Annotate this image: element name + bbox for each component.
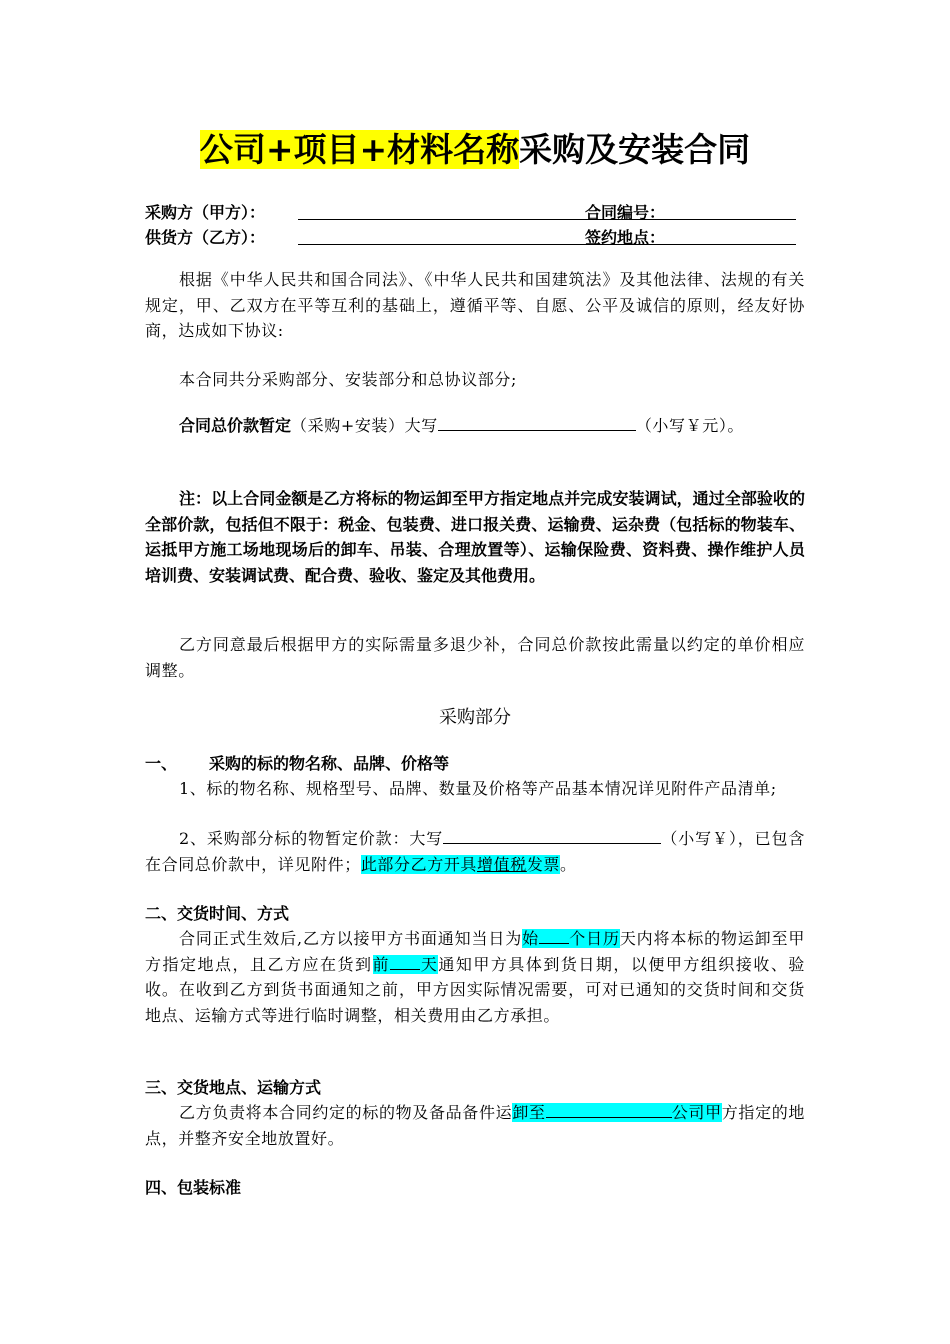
s2-days-blank[interactable]: [539, 926, 569, 944]
section-title-procurement: 采购部分: [439, 707, 511, 728]
s2-notice-blank[interactable]: [390, 952, 420, 970]
s1-heading-num: 一、: [145, 754, 178, 773]
adjustment-paragraph: 乙方同意最后根据甲方的实际需量多退少补，合同总价款按此需量以约定的单价相应调整。: [145, 635, 805, 680]
total-price-blank[interactable]: [438, 413, 636, 431]
s2-heading: 二、交货时间、方式: [145, 904, 290, 923]
s2-start-highlight: 始 个日历: [522, 929, 620, 948]
signing-place-blank[interactable]: [680, 227, 796, 245]
s1-heading-text: 采购的标的物名称、品牌、价格等: [209, 754, 450, 773]
s1-item1: 1、标的物名称、规格型号、品牌、数量及价格等产品基本情况详见附件产品清单;: [179, 779, 777, 798]
s1-item2: 2、采购部分标的物暂定价款：大写 （小写￥），已包含在合同总价款中，详见附件；此部分乙方开具增值税发票。: [145, 826, 805, 877]
intro-paragraph: 根据《中华人民共和国合同法》、《中华人民共和国建筑法》及其他法律、法规的有关规定，甲、乙双方在平等互利的基础上，遵循平等、自愿、公平及诚信的原则，经友好协商，达成如下协议:: [145, 270, 805, 340]
total-price-mid: （采购+安装）大写: [291, 416, 438, 435]
s1-heading: [145, 752, 805, 776]
s3-place-blank[interactable]: [546, 1100, 672, 1118]
total-price-label: 合同总价款暂定: [179, 416, 292, 435]
note-paragraph: 注：以上合同金额是乙方将标的物运卸至甲方指定地点并完成安装调试，通过全部验收的全部价款，包括但不限于：税金、包装费、进口报关费、运输费、运杂费（包括标的物装车、运抵甲方施工场地现场后的卸车、吊装、合理放置等）、运输保险费、资料费、操作维护人员培训费、安装调试费、配合费、验收、鉴定及其他费用。: [145, 489, 805, 585]
buyer-label: 采购方（甲方）：: [145, 203, 266, 222]
total-price-end: 元）。: [702, 416, 745, 435]
s2-notice-highlight: 前 天: [373, 955, 439, 974]
title-highlight: 公司+项目+材料名称: [199, 130, 520, 169]
s3-place-highlight: 卸至 公司甲: [512, 1103, 721, 1122]
buyer-row: [145, 200, 805, 224]
s1-price-blank[interactable]: [443, 826, 661, 844]
supplier-label: 供货方（乙方）：: [145, 228, 266, 247]
signing-place-label: 签约地点：: [585, 228, 666, 247]
document-title: [0, 128, 950, 172]
supplier-row: [145, 225, 805, 249]
s1-item2-c: ），已包含在合同总价款中，详见附件；: [145, 829, 805, 874]
contract-no-blank[interactable]: [680, 202, 796, 220]
total-price-tail: （小写￥: [635, 416, 703, 435]
s3-heading: 三、交货地点、运输方式: [145, 1078, 322, 1097]
s3-paragraph: 乙方负责将本合同约定的标的物及备品备件运卸至 公司甲方指定的地点，并整齐安全地放置好。: [145, 1100, 805, 1151]
total-price-paragraph: [145, 413, 805, 439]
structure-paragraph: 本合同共分采购部分、安装部分和总协议部分;: [179, 370, 517, 389]
contract-no-label: 合同编号：: [585, 203, 666, 222]
title-rest: 采购及安装合同: [519, 130, 751, 169]
s2-paragraph: 合同正式生效后,乙方以接甲方书面通知当日为始 个日历天内将本标的物运卸至甲方指定地点，且乙方应在货到前 天通知甲方具体到货日期，以便甲方组织接收、验收。在收到乙方到货书面通知之前，甲方因实际情况需要，可对已通知的交货时间和交货地点、运输方式等进行临时调整，相关费用由乙方承担。: [145, 926, 805, 1028]
s4-heading: 四、包装标准: [145, 1178, 242, 1197]
s1-item2-a: 2、采购部分标的物暂定价款：大写: [179, 829, 444, 848]
s1-invoice-highlight: 此部分乙方开具增值税发票: [360, 854, 561, 874]
s1-item2-b: （小写￥: [661, 829, 729, 848]
